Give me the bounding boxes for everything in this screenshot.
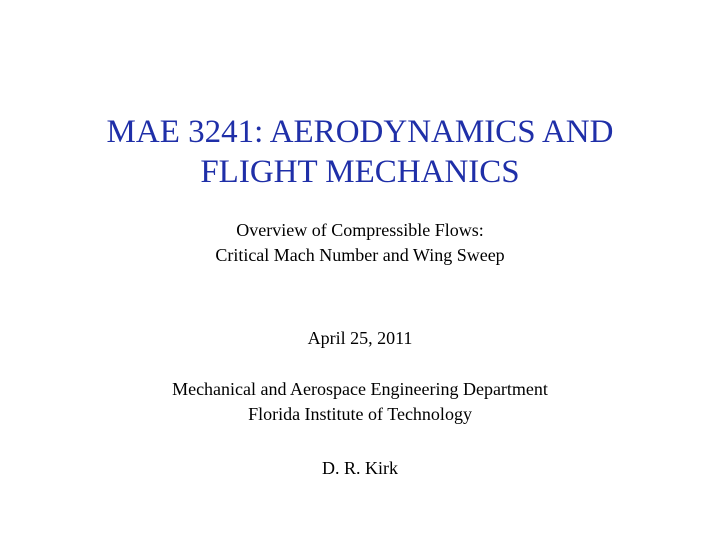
slide-subtitle [0,218,720,268]
slide-subtitle-line-1: Overview of Compressible Flows: [236,220,484,240]
slide-title-line-1: MAE 3241: AERODYNAMICS AND [106,114,614,150]
presentation-date: April 25, 2011 [307,328,413,348]
slide-title-line-2: FLIGHT MECHANICS [200,154,520,190]
institution-name: Florida Institute of Technology [248,404,472,424]
affiliation [0,377,720,427]
slide-subtitle-line-2: Critical Mach Number and Wing Sweep [215,245,505,265]
slide-title [0,112,720,192]
department-name: Mechanical and Aerospace Engineering Department [172,379,548,399]
author-name: D. R. Kirk [322,458,398,478]
